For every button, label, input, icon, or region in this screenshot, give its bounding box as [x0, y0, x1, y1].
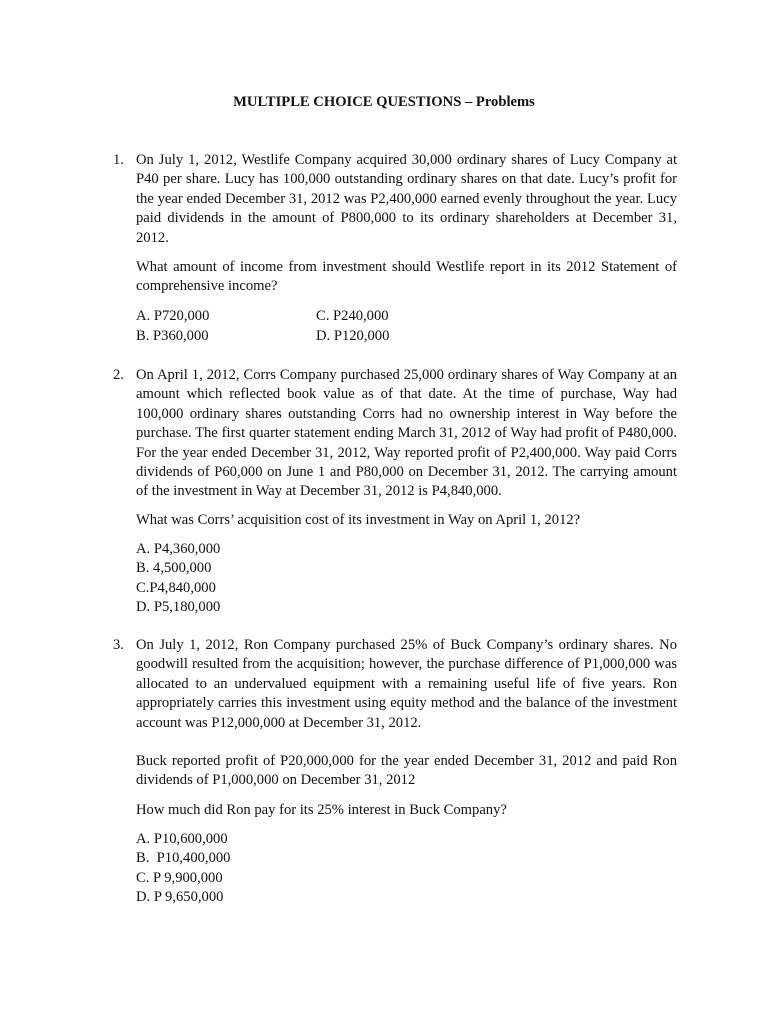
option-c: C.P4,840,000	[136, 579, 216, 596]
option-c: C. P 9,900,000	[136, 869, 223, 886]
question-number: 3.	[113, 637, 124, 653]
question-paragraph: On April 1, 2012, Corrs Company purchased 25,000 ordinary shares of Way Company at an amount which reflected book value as of that date. At the time of purchase, Way had 100,000 ordinary shares outstanding Corrs had no ownership interest in Way before the purchase. The first quarter statement ending March 31, 2012 of Way had profit of P480,000. For the year ended December 31, 2012, Way reported profit of P2,400,000. Way paid Corrs dividends of P60,000 on June 1 and P80,000 on December 31, 2012. The carrying amount of the investment in Way at December 31, 2012 is P4,840,000.	[136, 367, 677, 500]
question-prompt: What was Corrs’ acquisition cost of its investment in Way on April 1, 2012?	[136, 512, 581, 528]
question-body	[136, 151, 677, 248]
question-paragraph: On July 1, 2012, Ron Company purchased 25% of Buck Company’s ordinary shares. No goodwill resulted from the acquisition; however, the purchase difference of P1,000,000 was allocated to an undervalued equipment with a remaining useful life of five years. Ron appropriately carries this investment using equity method and the balance of the investment account was P12,000,000 at December 31, 2012.	[136, 637, 677, 731]
question-paragraph: On July 1, 2012, Westlife Company acquired 30,000 ordinary shares of Lucy Company at P40 per share. Lucy has 100,000 outstanding ordinary shares on that date. Lucy’s profit for the year ended December 31, 2012 was P2,400,000 earned evenly throughout the year. Lucy paid dividends in the amount of P800,000 to its ordinary shareholders at December 31, 2012.	[136, 152, 677, 246]
question-body-2	[136, 752, 677, 791]
question-prompt: How much did Ron pay for its 25% interest in Buck Company?	[136, 802, 507, 818]
document-title: MULTIPLE CHOICE QUESTIONS – Problems	[233, 94, 535, 110]
question-body	[136, 636, 677, 733]
options-list	[136, 540, 220, 618]
question-paragraph: Buck reported profit of P20,000,000 for the year ended December 31, 2012 and paid Ron dividends of P1,000,000 on December 31, 2012	[136, 753, 677, 789]
question-prompt-block	[136, 511, 677, 530]
question-prompt: What amount of income from investment should Westlife report in its 2012 Statement of comprehensive income?	[136, 259, 677, 295]
option-b: B. P360,000	[136, 328, 209, 344]
option-d: D. P 9,650,000	[136, 889, 224, 906]
question-number: 2.	[113, 367, 124, 383]
question-number: 1.	[113, 152, 124, 168]
question-prompt-block	[136, 801, 677, 820]
option-b: B. 4,500,000	[136, 560, 212, 577]
question-prompt-block	[136, 258, 677, 297]
option-d: D. P5,180,000	[136, 599, 221, 616]
option-c: C. P240,000	[316, 308, 389, 324]
option-a: A. P10,600,000	[136, 831, 228, 847]
option-a: A. P4,360,000	[136, 541, 221, 557]
option-b: B. P10,400,000	[136, 850, 231, 867]
option-a: A. P720,000	[136, 308, 210, 324]
question-body	[136, 366, 677, 502]
options-list	[136, 830, 230, 908]
option-d: D. P120,000	[316, 328, 390, 344]
